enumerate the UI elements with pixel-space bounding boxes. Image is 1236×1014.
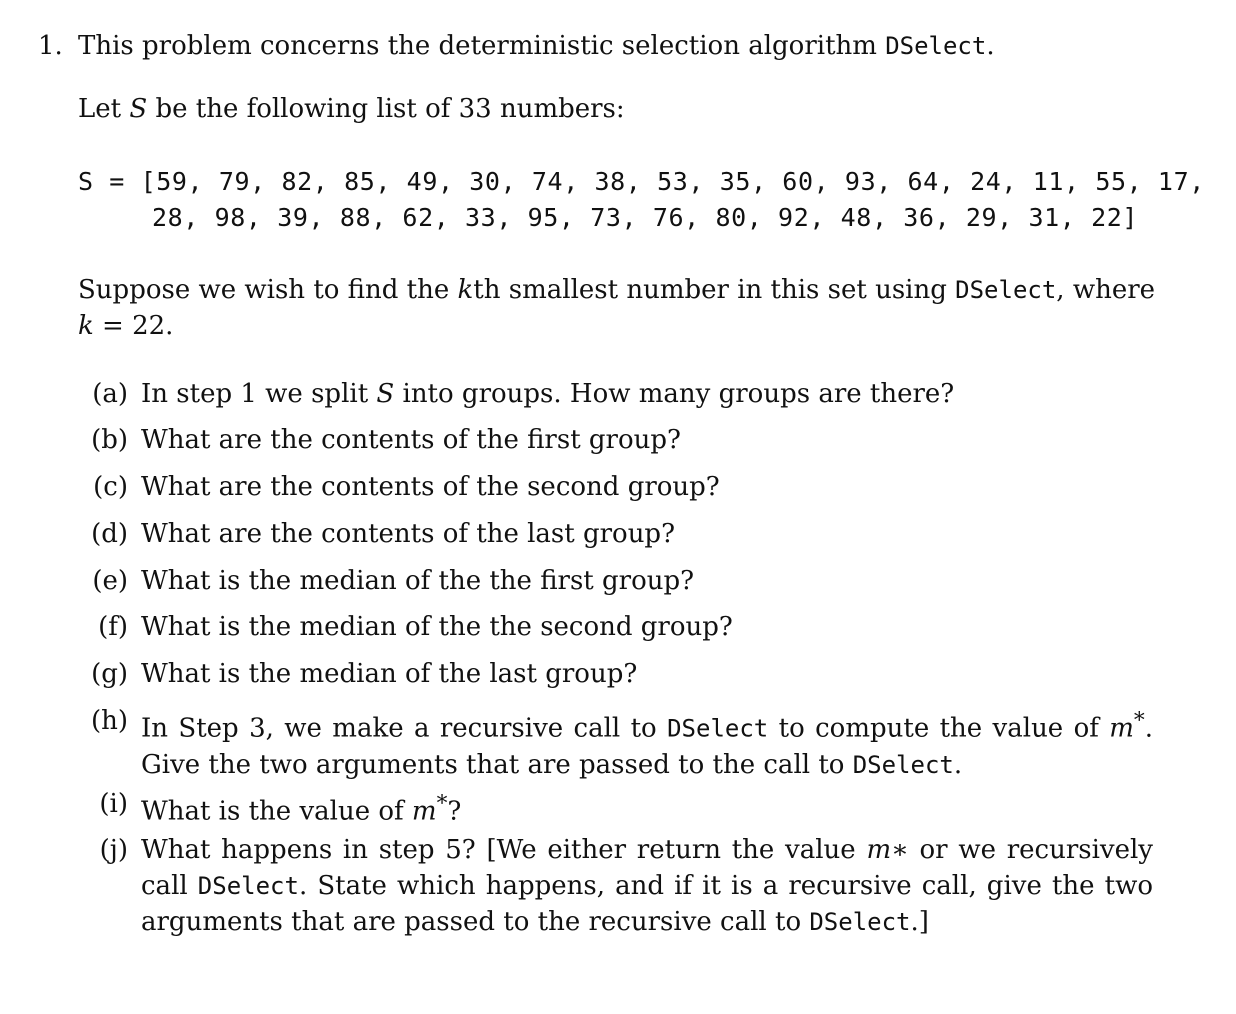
algorithm-name: DSelect bbox=[885, 32, 987, 60]
question-text: What is the median of the the second group? bbox=[141, 612, 733, 642]
problem-number: 1. bbox=[38, 31, 63, 61]
number-list-line-2: 28, 98, 39, 88, 62, 33, 95, 73, 76, 80, 92, 48, 36, 29, 31, 22] bbox=[152, 203, 1139, 232]
k-symbol: k bbox=[457, 275, 474, 305]
question-text: What is the median of the last group? bbox=[141, 659, 638, 689]
question-label: (e) bbox=[92, 566, 128, 596]
question-text-part: What is the value of bbox=[141, 796, 412, 827]
question-label: (d) bbox=[91, 519, 128, 549]
question-text: What is the median of the the first group? bbox=[141, 566, 695, 596]
algorithm-name: DSelect bbox=[955, 276, 1057, 304]
suppose-text: Suppose we wish to find the bbox=[78, 275, 458, 305]
question-label: (h) bbox=[90, 706, 128, 736]
question-text: What are the contents of the first group? bbox=[141, 425, 681, 455]
question-text-part: . State which happens, and if it is a recursive call, give the two arguments that are passed to the recursive call to bbox=[141, 871, 1153, 937]
question-label: (j) bbox=[99, 835, 128, 865]
suppose-suffix: , where bbox=[1056, 275, 1156, 305]
set-symbol: S bbox=[376, 379, 395, 409]
question-text-part: . Give the two arguments that are passed to the call to bbox=[141, 713, 1153, 780]
question-text-part: . bbox=[953, 749, 963, 780]
task-statement bbox=[78, 272, 1158, 344]
algorithm-name: DSelect bbox=[197, 872, 299, 900]
question-text bbox=[141, 376, 1153, 412]
star-superscript: * bbox=[436, 791, 448, 816]
question-label: (f) bbox=[98, 612, 128, 642]
algorithm-name: DSelect bbox=[852, 750, 954, 779]
algorithm-name: DSelect bbox=[809, 908, 911, 936]
k-equation-var: k bbox=[78, 311, 94, 341]
question-text: What are the contents of the last group? bbox=[141, 519, 676, 549]
m-symbol: m bbox=[411, 796, 437, 827]
question-text-part: .] bbox=[910, 907, 929, 937]
question-label: (a) bbox=[92, 379, 128, 409]
question-text-part: into groups. How many groups are there? bbox=[394, 379, 955, 409]
suppose-mid: th smallest number in this set using bbox=[473, 275, 956, 305]
question-label: (i) bbox=[99, 789, 128, 819]
star-superscript: * bbox=[1133, 708, 1145, 733]
m-symbol: m bbox=[866, 835, 892, 865]
number-list-line-1: S = [59, 79, 82, 85, 49, 30, 74, 38, 53, 35, 60, 93, 64, 24, 11, 55, 17, bbox=[78, 167, 1205, 196]
algorithm-name: DSelect bbox=[667, 714, 769, 743]
question-text-part: What happens in step 5? [We either return the value bbox=[141, 835, 867, 865]
question-text bbox=[141, 786, 1153, 830]
star-symbol: ∗ bbox=[891, 835, 909, 865]
question-text bbox=[141, 832, 1153, 940]
question-text-part: In step 1 we split bbox=[141, 379, 377, 409]
let-text: Let bbox=[78, 94, 130, 124]
set-definition bbox=[78, 91, 625, 127]
m-symbol: m bbox=[1109, 713, 1134, 744]
question-label: (b) bbox=[91, 425, 128, 455]
intro-end: . bbox=[986, 31, 995, 61]
let-suffix: be the following list of 33 numbers: bbox=[147, 94, 625, 124]
k-equation-rest: = 22. bbox=[93, 311, 174, 341]
question-label: (c) bbox=[93, 472, 128, 502]
problem-intro bbox=[78, 28, 995, 64]
question-label: (g) bbox=[91, 659, 128, 689]
question-text bbox=[141, 703, 1153, 783]
question-text-part: In Step 3, we make a recursive call to bbox=[141, 713, 668, 744]
intro-text: This problem concerns the deterministic selection algorithm bbox=[78, 31, 886, 61]
set-symbol: S bbox=[129, 94, 148, 124]
question-text-part: ? bbox=[447, 796, 462, 827]
question-text-part: or we recursively call bbox=[141, 835, 1153, 901]
question-text: What are the contents of the second group? bbox=[141, 472, 720, 502]
question-text-part: to compute the value of bbox=[768, 713, 1110, 744]
